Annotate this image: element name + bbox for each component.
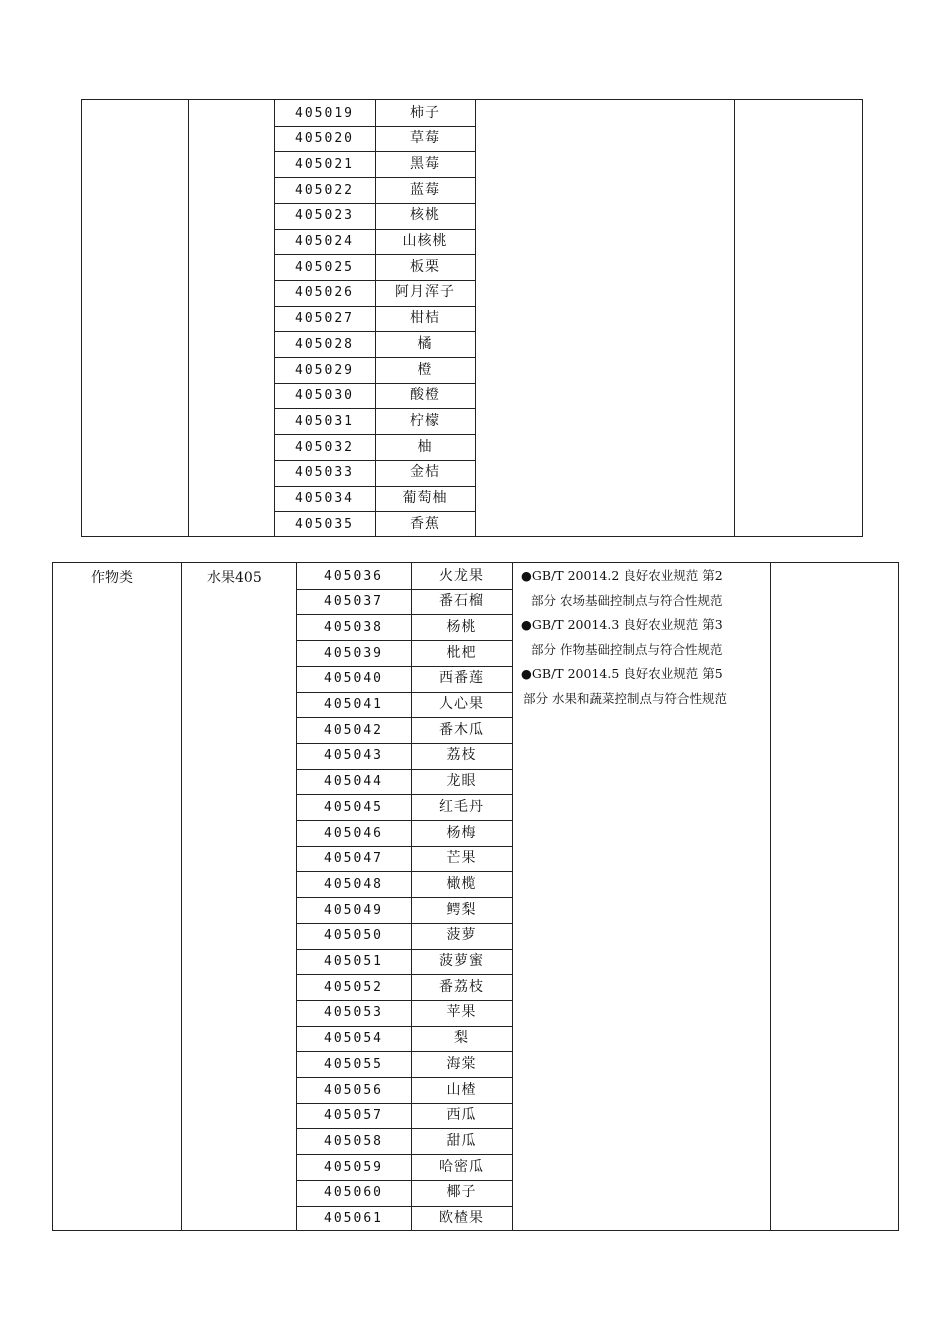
product-name: 番石榴 xyxy=(439,593,484,610)
product-code: 405051 xyxy=(324,954,383,969)
product-code: 405058 xyxy=(324,1133,383,1149)
product-name: 橘 xyxy=(417,335,433,352)
product-code: 405036 xyxy=(324,568,383,584)
product-code: 405047 xyxy=(324,851,383,867)
column-divider xyxy=(512,563,513,1230)
product-code: 405054 xyxy=(324,1031,383,1047)
product-code: 405057 xyxy=(324,1108,383,1124)
column-divider xyxy=(188,100,189,536)
product-code: 405052 xyxy=(324,979,383,995)
product-code: 405060 xyxy=(324,1185,383,1201)
standard-line: ●GB/T 20014.3 良好农业规范 第3 xyxy=(521,617,723,633)
product-code: 405028 xyxy=(295,336,354,352)
product-code: 405031 xyxy=(295,413,354,429)
product-name: 菠萝蜜 xyxy=(439,953,484,969)
product-code: 405037 xyxy=(324,594,383,610)
product-name: 板栗 xyxy=(410,258,440,275)
product-name: 草莓 xyxy=(410,130,440,147)
product-code: 405040 xyxy=(324,671,383,687)
product-name: 荔枝 xyxy=(446,747,477,764)
product-name: 枇杷 xyxy=(446,644,477,661)
product-name: 番荔枝 xyxy=(439,978,484,995)
product-code: 405041 xyxy=(324,697,383,712)
subcategory-cell: 水果405 xyxy=(207,570,262,586)
product-name: 椰子 xyxy=(446,1184,477,1201)
product-name: 甜瓜 xyxy=(446,1132,477,1149)
product-code: 405059 xyxy=(324,1159,383,1175)
standard-line: ●GB/T 20014.5 良好农业规范 第5 xyxy=(521,666,723,682)
product-code: 405049 xyxy=(324,902,383,918)
product-code: 405044 xyxy=(324,774,383,790)
product-name: 火龙果 xyxy=(439,567,484,584)
product-table-continued xyxy=(81,99,863,537)
product-name: 番木瓜 xyxy=(439,721,484,738)
product-code: 405030 xyxy=(295,388,354,404)
column-divider xyxy=(475,100,476,536)
product-code: 405053 xyxy=(324,1005,383,1021)
product-name: 柠檬 xyxy=(410,412,440,429)
column-divider xyxy=(734,100,735,536)
product-code: 405026 xyxy=(295,285,354,301)
standard-line: ●GB/T 20014.2 良好农业规范 第2 xyxy=(521,568,723,583)
product-code: 405056 xyxy=(324,1082,383,1098)
product-code: 405024 xyxy=(295,234,354,249)
standard-line: 部分 农场基础控制点与符合性规范 xyxy=(531,592,723,608)
product-name: 香蕉 xyxy=(410,515,440,532)
product-code: 405029 xyxy=(295,362,354,378)
product-code: 405020 xyxy=(295,131,354,147)
product-name: 蓝莓 xyxy=(410,181,440,198)
product-name: 海棠 xyxy=(446,1055,477,1072)
product-name: 酸橙 xyxy=(410,387,440,404)
product-table-fruit xyxy=(52,562,899,1231)
product-name: 苹果 xyxy=(446,1004,477,1021)
product-name: 西番莲 xyxy=(439,670,484,687)
product-name: 人心果 xyxy=(439,696,484,712)
product-name: 核桃 xyxy=(410,207,440,224)
product-code: 405042 xyxy=(324,722,383,738)
product-code: 405034 xyxy=(295,491,354,506)
product-name: 欧楂果 xyxy=(439,1210,484,1226)
product-code: 405050 xyxy=(324,928,383,944)
product-code: 405048 xyxy=(324,876,383,892)
product-name: 菠萝 xyxy=(446,927,477,944)
product-name: 红毛丹 xyxy=(439,798,484,815)
product-code: 405035 xyxy=(295,516,354,532)
product-code: 405039 xyxy=(324,645,383,661)
product-code: 405038 xyxy=(324,619,383,635)
category-cell: 作物类 xyxy=(91,570,133,586)
product-code: 405025 xyxy=(295,259,354,275)
standard-line: 部分 作物基础控制点与符合性规范 xyxy=(531,641,723,657)
standard-line: 部分 水果和蔬菜控制点与符合性规范 xyxy=(523,691,727,706)
product-name: 金桔 xyxy=(410,464,440,481)
product-name: 黑莓 xyxy=(410,155,440,172)
product-name: 杨桃 xyxy=(446,618,477,635)
product-name: 柿子 xyxy=(410,104,440,121)
product-name: 鳄梨 xyxy=(446,901,477,918)
product-code: 405033 xyxy=(295,465,354,481)
product-name: 橄榄 xyxy=(446,875,477,892)
column-divider xyxy=(181,563,182,1230)
product-name: 梨 xyxy=(454,1030,469,1047)
product-code: 405023 xyxy=(295,208,354,224)
column-divider xyxy=(770,563,771,1230)
product-name: 柚 xyxy=(417,438,433,455)
product-code: 405055 xyxy=(324,1056,383,1072)
product-name: 西瓜 xyxy=(446,1107,477,1124)
product-code: 405043 xyxy=(324,748,383,764)
product-code: 405021 xyxy=(295,156,354,172)
product-code: 405022 xyxy=(295,182,354,198)
product-name: 山楂 xyxy=(446,1081,477,1098)
product-name: 葡萄柚 xyxy=(402,490,448,506)
product-code: 405027 xyxy=(295,311,354,327)
product-name: 柑桔 xyxy=(410,310,440,327)
product-name: 哈密瓜 xyxy=(439,1158,484,1175)
product-name: 龙眼 xyxy=(446,773,477,790)
product-code: 405061 xyxy=(324,1211,383,1226)
product-code: 405032 xyxy=(295,439,354,455)
product-code: 405019 xyxy=(295,105,354,121)
product-name: 芒果 xyxy=(446,850,477,867)
product-name: 山核桃 xyxy=(402,233,448,249)
product-name: 阿月浑子 xyxy=(395,284,455,301)
product-name: 杨梅 xyxy=(446,824,477,841)
product-code: 405046 xyxy=(324,825,383,841)
product-code: 405045 xyxy=(324,799,383,815)
product-name: 橙 xyxy=(417,361,433,378)
